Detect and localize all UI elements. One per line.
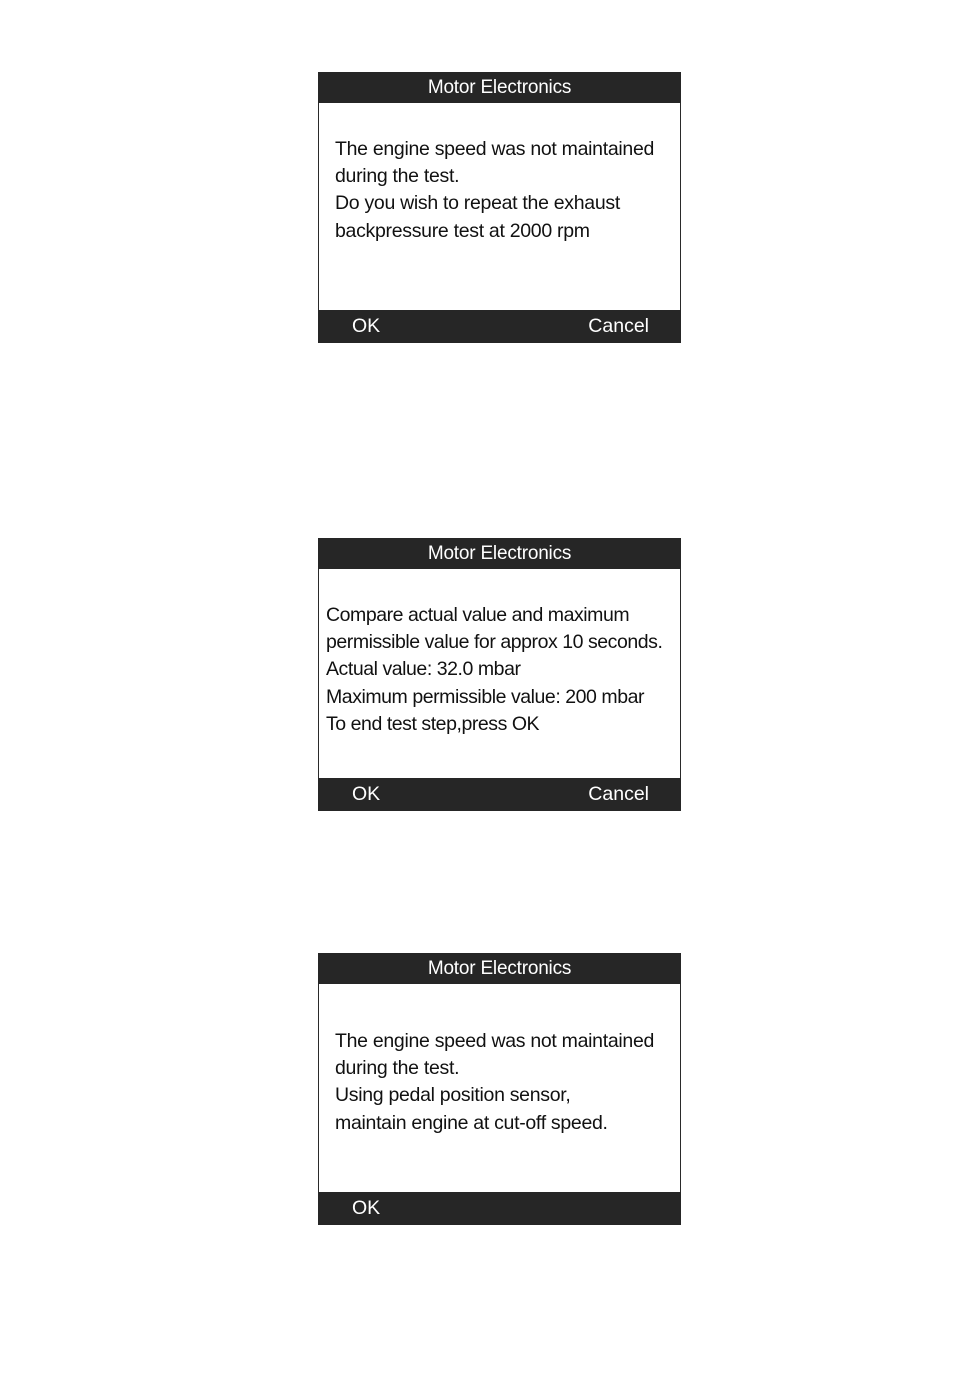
dialog-screen-maintain-speed (318, 953, 681, 1225)
message-line: The engine speed was not maintained (335, 1030, 655, 1052)
message-line: backpressure test at 2000 rpm (335, 219, 590, 242)
message-line: during the test. (335, 165, 460, 188)
button-bar (318, 310, 681, 343)
ok-button[interactable]: OK (352, 315, 381, 337)
message-line: during the test. (335, 1057, 460, 1080)
message-line: permissible value for approx 10 seconds. (326, 631, 663, 654)
dialog-screen-compare-values (318, 538, 681, 811)
cancel-button[interactable]: Cancel (588, 315, 649, 337)
message-line: Using pedal position sensor, (335, 1084, 571, 1107)
button-bar (318, 778, 681, 811)
dialog-screen-repeat-test (318, 72, 681, 343)
message-line: The engine speed was not maintained (335, 138, 655, 160)
max-permissible-value-line: Maximum permissible value: 200 mbar (326, 685, 645, 708)
dialog-title: Motor Electronics (318, 538, 681, 569)
message-line: Compare actual value and maximum (326, 604, 630, 626)
actual-value-line: Actual value: 32.0 mbar (326, 658, 521, 681)
dialog-message (335, 136, 676, 245)
ok-button[interactable]: OK (352, 1197, 381, 1219)
dialog-title: Motor Electronics (318, 953, 681, 984)
ok-button[interactable]: OK (352, 783, 381, 805)
cancel-button[interactable]: Cancel (588, 783, 649, 805)
dialog-message (326, 602, 678, 738)
message-line: To end test step,press OK (326, 712, 540, 735)
dialog-title: Motor Electronics (318, 72, 681, 103)
message-line: Do you wish to repeat the exhaust (335, 192, 620, 215)
dialog-message (335, 1028, 676, 1137)
button-bar (318, 1192, 681, 1225)
message-line: maintain engine at cut-off speed. (335, 1111, 608, 1134)
